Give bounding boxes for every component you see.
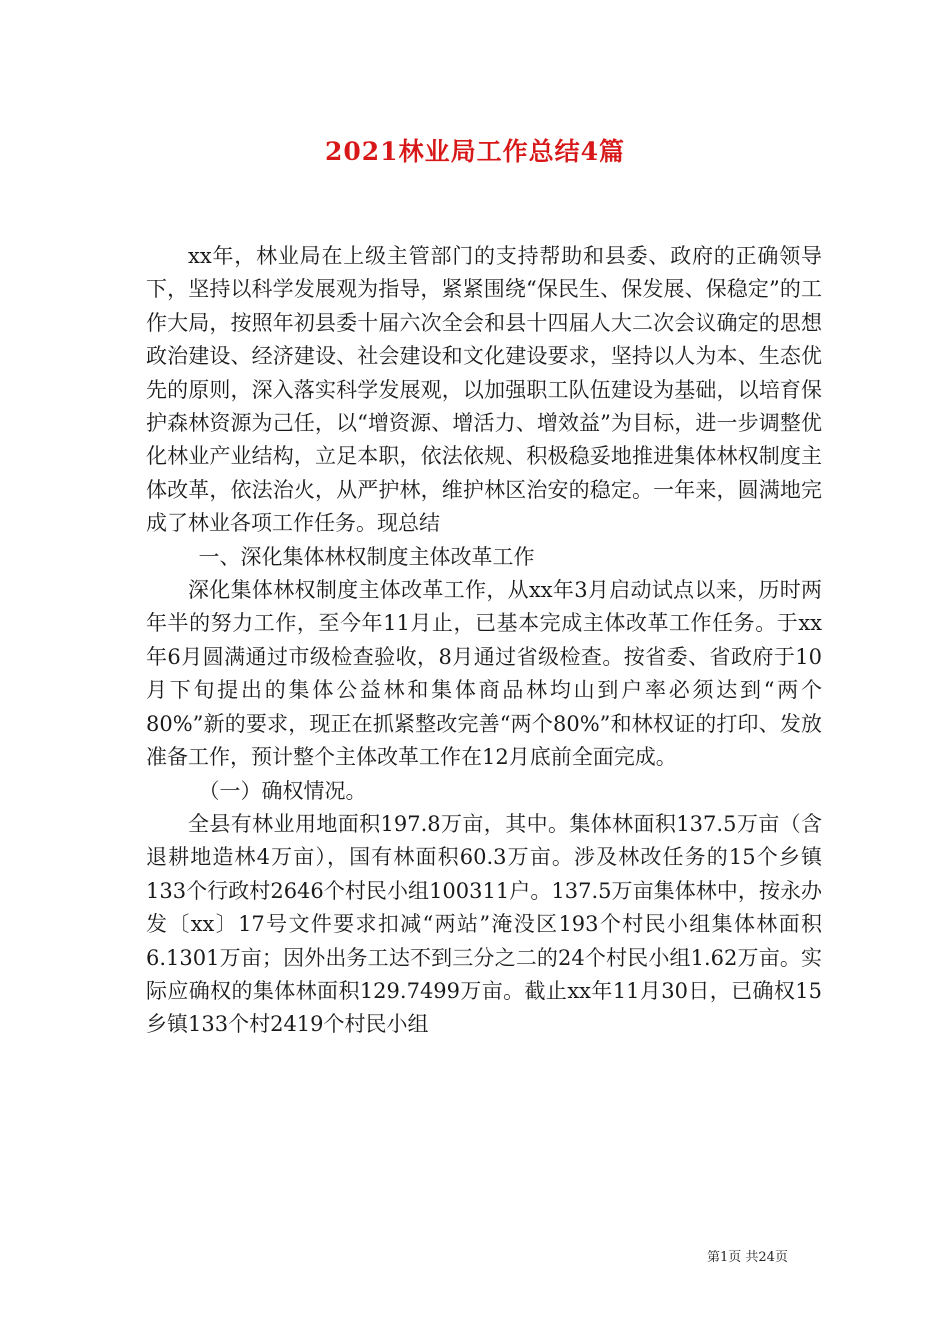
section-1-paragraph: 深化集体林权制度主体改革工作，从xx年3月启动试点以来，历时两年半的努力工作，至今年11月止，已基本完成主体改革工作任务。于xx年6月圆满通过市级检查验收，8月通过省级检查。按省委、省政府于10月下旬提出的集体公益林和集体商品林均山到户率必须达到“两个80%”新的要求，现正在抓紧整改完善“两个80%”和林权证的打印、发放准备工作，预计整个主体改革工作在12月底前全面完成。 bbox=[146, 578, 822, 770]
subsection-1-paragraph: 全县有林业用地面积197.8万亩，其中。集体林面积137.5万亩（含退耕地造林4万亩），国有林面积60.3万亩。涉及林改任务的15个乡镇133个行政村2646个村民小组100311户。137.5万亩集体林中，按永办发〔xx〕17号文件要求扣减“两站”淹没区193个村民小组集体林面积6.1301万亩；因外出务工达不到三分之二的24个村民小组1.62万亩。实际应确权的集体林面积129.7499万亩。截止xx年11月30日，已确权15乡镇133个村2419个村民小组 bbox=[146, 811, 822, 1037]
page-number-footer: 第1页 共24页 bbox=[707, 1250, 788, 1265]
subsection-heading-1: （一）确权情况。 bbox=[198, 778, 367, 803]
document-title: 2021林业局工作总结4篇 bbox=[325, 137, 625, 166]
intro-paragraph: xx年，林业局在上级主管部门的支持帮助和县委、政府的正确领导下，坚持以科学发展观为指导，紧紧围绕“保民生、保发展、保稳定”的工作大局，按照年初县委十届六次全会和县十四届人大二次会议确定的思想政治建设、经济建设、社会建设和文化建设要求，坚持以人为本、生态优先的原则，深入落实科学发展观，以加强职工队伍建设为基础，以培育保护森林资源为己任，以“增资源、增活力、增效益”为目标，进一步调整优化林业产业结构，立足本职，依法依规、积极稳妥地推进集体林权制度主体改革，依法治火，从严护林，维护林区治安的稳定。一年来，圆满地完成了林业各项工作任务。现总结 bbox=[146, 244, 822, 536]
section-heading-1: 一、深化集体林权制度主体改革工作 bbox=[198, 544, 535, 569]
document-body bbox=[146, 240, 822, 1042]
